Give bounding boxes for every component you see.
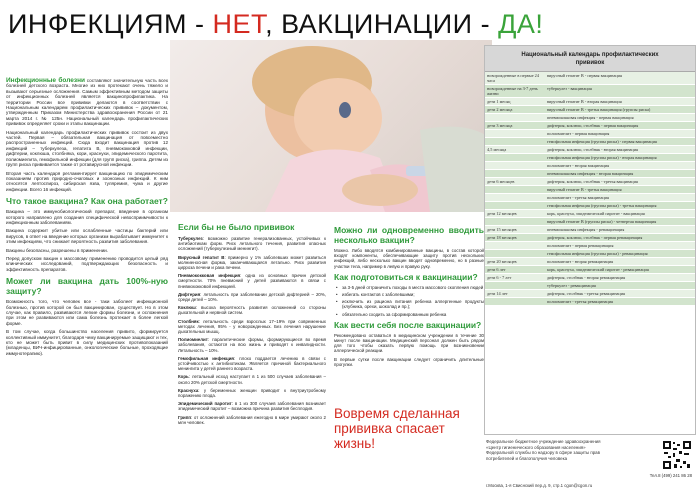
photo-illustration xyxy=(170,40,492,212)
vaccine-paragraph-1: Вакцина – это иммунобиологический препарат, введение в организм которого направлено для создания специфической невосприимчивости к инфекционным заболеваниям. xyxy=(6,209,168,225)
list-item: • избегать контактов с заболевшими; xyxy=(334,292,484,297)
disease-item: Дифтерия: летальность при заболевании детской дифтерией – 20%, среди детей – 10%. xyxy=(178,291,326,303)
table-cell-vaccine: корь, краснуха, эпидемический паротит - вакцинация xyxy=(547,211,645,216)
title-part-2: НЕТ xyxy=(212,9,266,39)
disease-item: Пневмококковая инфекция: одна из основных причин детской смертности. 70% пневмоний у детей развиваются в связи с пневмококковой инфекцией. xyxy=(178,273,326,289)
table-cell-vaccine: дифтерия, столбняк - третья ревакцинация xyxy=(547,291,625,296)
footer-org-line: Федеральной службы по надзору в сфере защиты прав xyxy=(486,450,600,456)
intro-paragraph-3: Вторая часть календаря регламентирует вакцинацию по эпидемическим показаниям против природно-очаговых и зоонозных инфекций. К ним относятся лептоспироз, сибирская язва, туляремия, чума и другие инфекции. Всего 16 инфекций. xyxy=(6,170,168,192)
table-cell-age xyxy=(485,186,545,193)
footer xyxy=(484,437,696,492)
table-row xyxy=(485,194,695,202)
disease-item: Полиомиелит: паралитические формы, формирующиеся во время заболевания, остаются на всю жизнь и приводят к инвалидности. Летальность – 10%. xyxy=(178,337,326,353)
title-part-3: , ВАКЦИНАЦИИ - xyxy=(265,9,499,39)
table-cell-vaccine: полиомиелит - первая ревакцинация xyxy=(547,243,614,248)
title-part-4: ДА! xyxy=(498,9,544,39)
after-vaccination-text-2: В первые сутки после вакцинации следует ограничить длительные прогулки. xyxy=(334,356,484,367)
no-vaccines-heading: Если бы не было прививок xyxy=(178,222,295,232)
table-heading-line-2: прививок xyxy=(575,60,605,66)
table-cell-vaccine: пневмококковая инфекция - вторая вакцинация xyxy=(547,171,634,176)
table-cell-age xyxy=(485,138,545,145)
disease-item: Корь: летальный исход наступает в 1 из 500 случаев заболевания – около 20% детской смертности. xyxy=(178,374,326,385)
table-cell-age: дети 14 лет xyxy=(487,291,508,296)
table-cell-vaccine: дифтерия, столбняк - вторая ревакцинация xyxy=(547,275,626,280)
table-row xyxy=(485,130,695,138)
table-cell-age: новорожденные в первые 24 часа xyxy=(487,73,539,83)
table-cell-vaccine: дифтерия, коклюш, столбняк - первая ревакцинация xyxy=(547,235,643,240)
disease-item: Грипп: от осложнений заболевания ежегодно в мире умирают около 2 млн человек. xyxy=(178,414,326,425)
list-item: • исключить из рациона питания ребенка аллергенные продукты (клубника, орехи, шоколад и пр.); xyxy=(334,299,484,309)
slogan xyxy=(334,406,486,451)
table-cell-vaccine: полиомиелит - вторая ревакцинация xyxy=(547,259,614,264)
intro-lead-rest: составляют значительную часть всех болезней детского возраста. Многие из них протекают очень тяжело и вызывают серьезные осложнения. Самым эффективным методом защиты от инфекционных болезней является вакцинопрофилактика. На территории России все прививки делаются в соответствии с Национальным календарем профилактических прививок – документом, утвержденным Приказом Министерства здравоохранения России от 21 марта 2014 г. № 125н. Национальный календарь профилактических прививок определяет сроки и этапы вакцинации. xyxy=(6,78,168,127)
faq-column xyxy=(334,222,484,402)
table-cell-age xyxy=(485,162,545,169)
table-cell-age: дети 18 месяцев xyxy=(487,235,517,240)
preparation-list xyxy=(334,285,484,317)
table-cell-vaccine: гемофильная инфекция (группы риска) - ревакцинация xyxy=(547,251,648,256)
disease-item: Эпидемический паротит: в 1 из 300 случаев заболевания возникает эпидемический паротит – возможна причина развития бесплодия. xyxy=(178,401,326,412)
table-row xyxy=(485,282,695,290)
table-cell-vaccine: полиомиелит - первая вакцинация xyxy=(547,131,610,136)
intro-lead: Инфекционные болезни xyxy=(6,77,86,84)
table-cell-age: дети 6 лет xyxy=(487,267,506,272)
table-cell-vaccine: туберкулез - вакцинация xyxy=(547,86,592,91)
vaccine-paragraph-3: Вакцины безопасны, разрешены в применении. xyxy=(6,247,109,253)
table-cell-vaccine: вирусный гепатит В - вторая вакцинация xyxy=(547,99,622,104)
table-cell-age: 4,5 месяца xyxy=(487,147,507,152)
intro-paragraph-2: Национальный календарь профилактических прививок состоит из двух частей. Первая – обязательная вакцинация от повсеместно распространенных инфекций. Сюда входит вакцинация против 12 инфекций – туберкулеза, гепатита В, пневмококковой инфекции, дифтерии, коклюша, столбняка, кори, краснухи, эпидемического паротита, полиомиелита, гемофильной инфекции (для групп риска), гриппа. Детям из групп риска прививается также от ротавирусной инфекции. xyxy=(6,129,168,168)
table-row xyxy=(485,274,695,282)
table-cell-age: дети 1 месяц xyxy=(487,99,511,104)
table-cell-vaccine: полиомиелит - вторая вакцинация xyxy=(547,163,610,168)
table-row xyxy=(485,234,695,242)
table-cell-age: дети 20 месяцев xyxy=(487,259,517,264)
table-row xyxy=(485,258,695,266)
table-cell-age: дети 2 месяца xyxy=(487,107,513,112)
table-row xyxy=(485,162,695,170)
table-cell-age xyxy=(485,194,545,201)
table-row xyxy=(485,290,695,298)
table-cell-age: дети 15 месяцев xyxy=(487,227,517,232)
table-cell-vaccine: дифтерия, коклюш, столбняк - вторая вакцинация xyxy=(547,147,638,152)
table-row xyxy=(485,146,695,154)
child-vaccination-photo xyxy=(170,40,492,212)
multiple-vaccines-heading: Можно ли одновременно вводить несколько вакцин? xyxy=(334,225,484,245)
disease-item: Краснуха: у беременных женщин приводит к внутриутробному поражению плода. xyxy=(178,387,326,399)
table-row xyxy=(485,298,695,306)
table-heading-line-1: Национальный календарь профилактических xyxy=(521,52,659,58)
table-cell-age xyxy=(485,218,545,225)
table-cell-vaccine: пневмококковая инфекция - ревакцинация xyxy=(547,227,625,232)
title-part-1: ИНФЕКЦИЯМ - xyxy=(8,9,213,39)
table-cell-age xyxy=(485,242,545,249)
table-cell-age xyxy=(485,298,545,305)
footer-organization xyxy=(486,439,658,461)
protection-heading: Может ли вакцина дать 100%-ную защиту? xyxy=(6,276,168,297)
footer-address: г.Москва, 1-я Свиснский пер.д. 9, стр.1 cgon@cgon.ru xyxy=(486,483,593,488)
table-cell-vaccine: вирусный гепатит В (группы риска) - четвертая вакцинация xyxy=(547,219,657,224)
list-item: • обязательно сходить за сформированным ребенка xyxy=(334,312,484,317)
intro-column xyxy=(6,64,168,484)
table-cell-age: дети 3 месяца xyxy=(487,123,513,128)
table-row xyxy=(485,202,695,210)
list-item: • за 3-5 дней отграничить походы в места массового скопления людей xyxy=(334,285,484,290)
disease-item: Туберкулез: возможно развитие генерализованных, устойчивых к антибиотикам форм. Риск летального течения, развития опасных осложнений (туберкулезный менингит). xyxy=(178,236,326,252)
what-is-vaccine-heading: Что такое вакцина? Как она работает? xyxy=(6,196,168,207)
qr-code-icon xyxy=(662,440,692,470)
table-cell-age: дети 6 месяцев xyxy=(487,179,515,184)
no-vaccines-column xyxy=(178,222,326,488)
table-row xyxy=(485,186,695,194)
table-cell-vaccine: вирусный гепатит В - первая вакцинация xyxy=(547,73,622,78)
table-cell-vaccine: дифтерия, коклюш, столбняк - первая вакцинация xyxy=(547,123,639,128)
table-row xyxy=(485,266,695,274)
table-cell-age xyxy=(485,114,545,121)
after-vaccination-text-1: Рекомендовано оставаться в медицинском учреждении в течение 30 минут после вакцинации. Медицинский персонал должен быть рядом для того чтобы оказать первую помощь при возникновении аллергической реакции. xyxy=(334,332,484,354)
table-cell-age xyxy=(485,170,545,177)
table-cell-vaccine: гемофильная инфекция (группы риска) - вторая вакцинация xyxy=(547,155,657,160)
table-row xyxy=(485,98,695,106)
table-cell-vaccine: туберкулез - ревакцинация xyxy=(547,283,596,288)
multiple-vaccines-text: Можно. Либо вводятся комбинированные вакцины, в состав которой входят компоненты, обеспечивающие защиту против нескольких инфекций, либо несколько вакцин вводят одновременно, но в разные участки тела, например в левую и правую руку. xyxy=(334,248,484,269)
slogan-line-3: жизнь! xyxy=(334,436,376,451)
table-cell-age xyxy=(485,250,545,257)
qr-code[interactable] xyxy=(662,440,692,470)
footer-phone: Тел.8 (499) 241 86 28 xyxy=(649,473,692,478)
preparation-heading: Как подготовиться к вакцинации? xyxy=(334,271,478,282)
table-cell-vaccine: пневмококковая инфекция - первая вакцинация xyxy=(547,115,634,120)
table-cell-age xyxy=(485,282,545,289)
footer-org-line: «Центр гигиенического образования населения» xyxy=(486,444,586,450)
disease-item: Гемофильная инфекция: плохо поддается лечению в связи с устойчивостью к антибиотикам. Является причиной бактериального менингита у детей раннего возраста. xyxy=(178,355,326,372)
after-vaccination-heading: Как вести себя после вакцинации? xyxy=(334,319,482,330)
disease-item: Коклюш: высока вероятность развития осложнений со стороны дыхательной и нервной систем. xyxy=(178,305,326,316)
protection-paragraph-1: Возможность того, что человек все - таки заболеет инфекционной болезнью, против которой он был вакцинирован, существует. Но в этом случае, как правило, развиваются легкие формы болезни, и осложнения при этом не развиваются или сама болезнь протекает в более легкой форме. xyxy=(6,299,168,326)
table-cell-vaccine: дифтерия, коклюш, столбняк - третья вакцинация xyxy=(547,179,638,184)
table-row xyxy=(485,250,695,258)
table-cell-vaccine: гемофильная инфекция (группы риска) - третья вакцинация xyxy=(547,203,657,208)
table-row xyxy=(485,226,695,234)
intro-paragraph xyxy=(6,78,168,127)
disease-item: Столбняк: летальность среди взрослых 17–19% при современных методах лечения, 95% - у новорожденных. Без лечения нарушение дыхательных мышц. xyxy=(178,318,326,335)
vaccine-paragraph-2: Вакцина содержит убитые или ослабленные частицы бактерий или вирусов, в ответ на введение которых организм вырабатывает иммунитет к этим инфекциям, что снижает вероятность развития заболевания. xyxy=(6,228,168,245)
table-row xyxy=(485,106,695,114)
table-row xyxy=(485,138,695,146)
table-cell-vaccine: полиомиелит - третья ревакцинация xyxy=(547,299,614,304)
table-cell-age xyxy=(485,154,545,161)
table-body xyxy=(485,72,695,306)
table-cell-vaccine: корь, краснуха, эпидемический паротит - ревакцинация xyxy=(547,267,649,272)
slogan-line-2: прививка спасает xyxy=(334,421,445,436)
table-row xyxy=(485,242,695,250)
footer-org-line: потребителей и благополучия человека xyxy=(486,455,568,461)
footer-org-line: Федеральное бюджетное учреждение здравоохранения xyxy=(486,439,601,444)
table-row xyxy=(485,154,695,162)
vaccine-paragraph-4: Перед допуском вакцин к массовому применению проводится целый ряд клинических исследований, подтверждающих безопасность и эффективность препаратов. xyxy=(6,255,168,272)
table-cell-age xyxy=(485,202,545,209)
table-cell-vaccine: вирусный гепатит В - третья вакцинация xyxy=(547,187,622,192)
table-row xyxy=(485,72,695,85)
table-heading xyxy=(485,46,695,72)
table-cell-age: дети 6 - 7 лет xyxy=(487,275,512,280)
table-cell-age xyxy=(485,130,545,137)
table-row xyxy=(485,85,695,98)
table-cell-vaccine: вирусный гепатит В - третья вакцинация (группы риска) xyxy=(547,107,651,112)
table-cell-age: новорожденные на 3-7 день жизни xyxy=(487,86,538,96)
table-row xyxy=(485,170,695,178)
protection-paragraph-2: В том случае, когда большинство населения привито, формируется коллективный иммунитет, благодаря чему вакцинируемые защищают и тех, кто не может быть привит в силу медицинских противопоказаний (младенцы, ВИЧ-инфицированные, онкологические больные, проходящие иммунотерапию). xyxy=(6,329,168,356)
disease-item: Вирусный гепатит В: примерно у 1% заболевших может развиться молниеносная форма, заканчивающаяся летально. Риск развития цирроза печени и рака печени. xyxy=(178,254,326,271)
table-row xyxy=(485,114,695,122)
table-cell-age: дети 12 месяцев xyxy=(487,211,517,216)
vaccination-calendar-table xyxy=(484,45,696,435)
table-cell-vaccine: полиомиелит - третья вакцинация xyxy=(547,195,609,200)
table-row xyxy=(485,218,695,226)
table-row xyxy=(485,210,695,218)
table-cell-vaccine: гемофильная инфекция (группы риска) - первая вакцинация xyxy=(547,139,657,144)
table-row xyxy=(485,178,695,186)
slogan-line-1: Вовремя сделанная xyxy=(334,406,460,421)
page-title xyxy=(8,4,544,44)
table-row xyxy=(485,122,695,130)
